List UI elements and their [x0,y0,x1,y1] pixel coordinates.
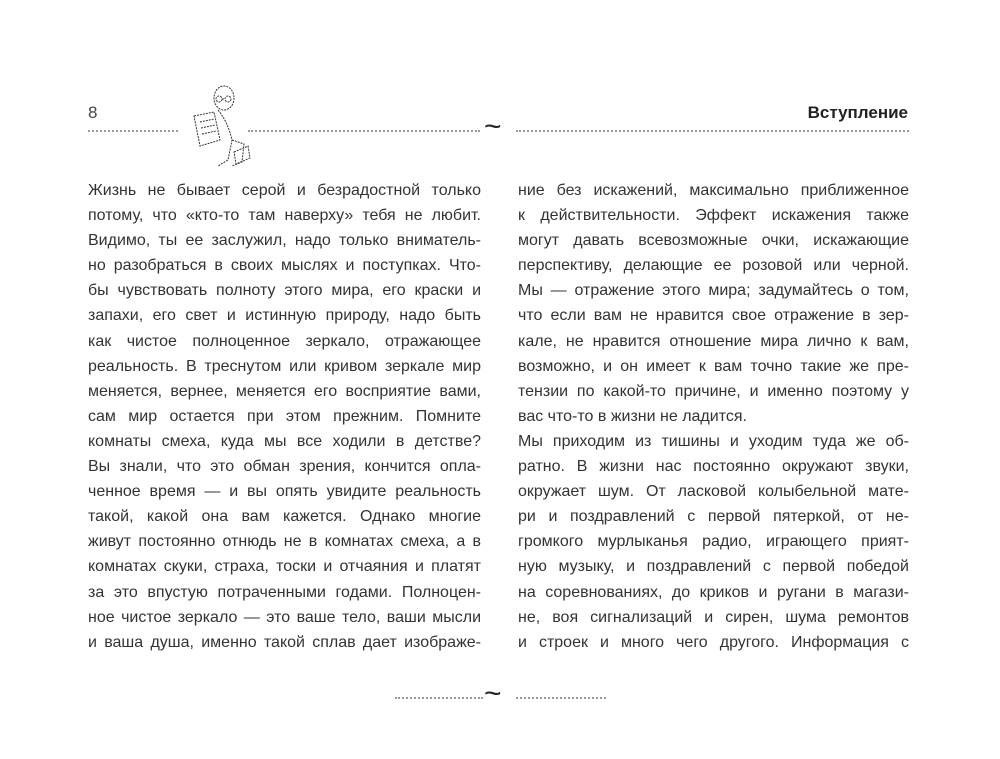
text-line: ри и поздравлений с первой пятеркой, от не- [518,508,909,526]
footer-rule-right [516,697,606,699]
text-line: за это впустую потраченными годами. Полноцен- [88,583,481,601]
header-rule-right [516,130,909,132]
header-tilde-ornament: ~ [484,110,502,143]
header-rule-left [88,130,178,132]
text-line: Мы — отражение этого мира; задумайтесь о том, [518,282,909,300]
text-line: комнаты смеха, куда мы все ходили в детстве? [88,432,481,450]
text-line: не, воя сигнализаций и сирен, шума ремонтов [518,608,909,626]
reading-man-illustration [188,82,254,170]
text-line: могут давать всевозможные очки, искажающие [518,232,909,250]
text-line: ратно. В жизни нас постоянно окружают звуки, [518,458,909,476]
text-line: ченное время — и вы опять увидите реальность [88,483,481,501]
header-rule-middle [248,130,480,132]
text-line: ную музыку, и поздравлений с первой победой [518,558,909,576]
text-line: громкого мурлыканья радио, играющего прият- [518,533,909,551]
text-line: тензии по какой-то причине, и именно поэтому у [518,382,909,400]
text-line: но разобраться в своих мыслях и поступках. Что- [88,257,481,275]
text-line: возможно, и он имеет к вам точно такие же пре- [518,357,909,375]
footer-tilde-ornament: ~ [484,677,502,710]
text-line: и ваша душа, именно такой сплав дает изображе- [88,633,481,651]
running-title: Вступление [807,103,908,122]
text-line: бы чувствовать полноту этого мира, его краски и [88,282,481,300]
text-line: запахи, его свет и истинную природу, надо быть [88,307,481,325]
left-text-column [88,178,481,655]
text-line: меняется, вернее, меняется его восприятие вами, [88,382,481,400]
text-line: окружает шум. От ласковой колыбельной мате- [518,483,909,501]
text-line: живут постоянно отнюдь не в комнатах смеха, а в [88,533,481,551]
right-text-column [518,178,909,655]
text-line: как чистое полноценное зеркало, отражающее [88,332,481,350]
text-line: сам мир остается при этом прежним. Помните [88,407,481,425]
text-line: Жизнь не бывает серой и безрадостной только [88,182,481,199]
text-line: на соревнованиях, до криков и ругани в магази- [518,583,909,601]
text-line: потому, что «кто-то там наверху» тебя не любит. [88,207,481,225]
text-line: реальность. В треснутом или кривом зеркале мир [88,357,481,375]
text-line: ное чистое зеркало — это ваше тело, ваши мысли [88,608,481,626]
text-line: и строек и много чего другого. Информация с [518,633,909,651]
text-line: Мы приходим из тишины и уходим туда же об- [518,432,909,450]
text-line: вас что-то в жизни не ладится. [518,407,747,425]
text-line: Вы знали, что это обман зрения, кончится опла- [88,458,481,476]
text-line: Видимо, ты ее заслужил, надо только вниматель- [88,232,481,250]
text-line: такой, какой она вам кажется. Однако многие [88,508,481,526]
footer-rule-left [395,697,483,699]
text-line: к действительности. Эффект искажения также [518,207,909,225]
text-line: ние без искажений, максимально приближенное [518,182,909,199]
text-line: перспективу, делающие ее розовой или черной. [518,257,909,275]
text-line: кале, не нравится отношение мира лично к вам, [518,332,909,350]
text-line: что если вам не нравится свое отражение в зер- [518,307,909,325]
text-line: комнатах скуки, страха, тоски и отчаяния и платят [88,558,481,576]
page-number: 8 [88,103,98,122]
